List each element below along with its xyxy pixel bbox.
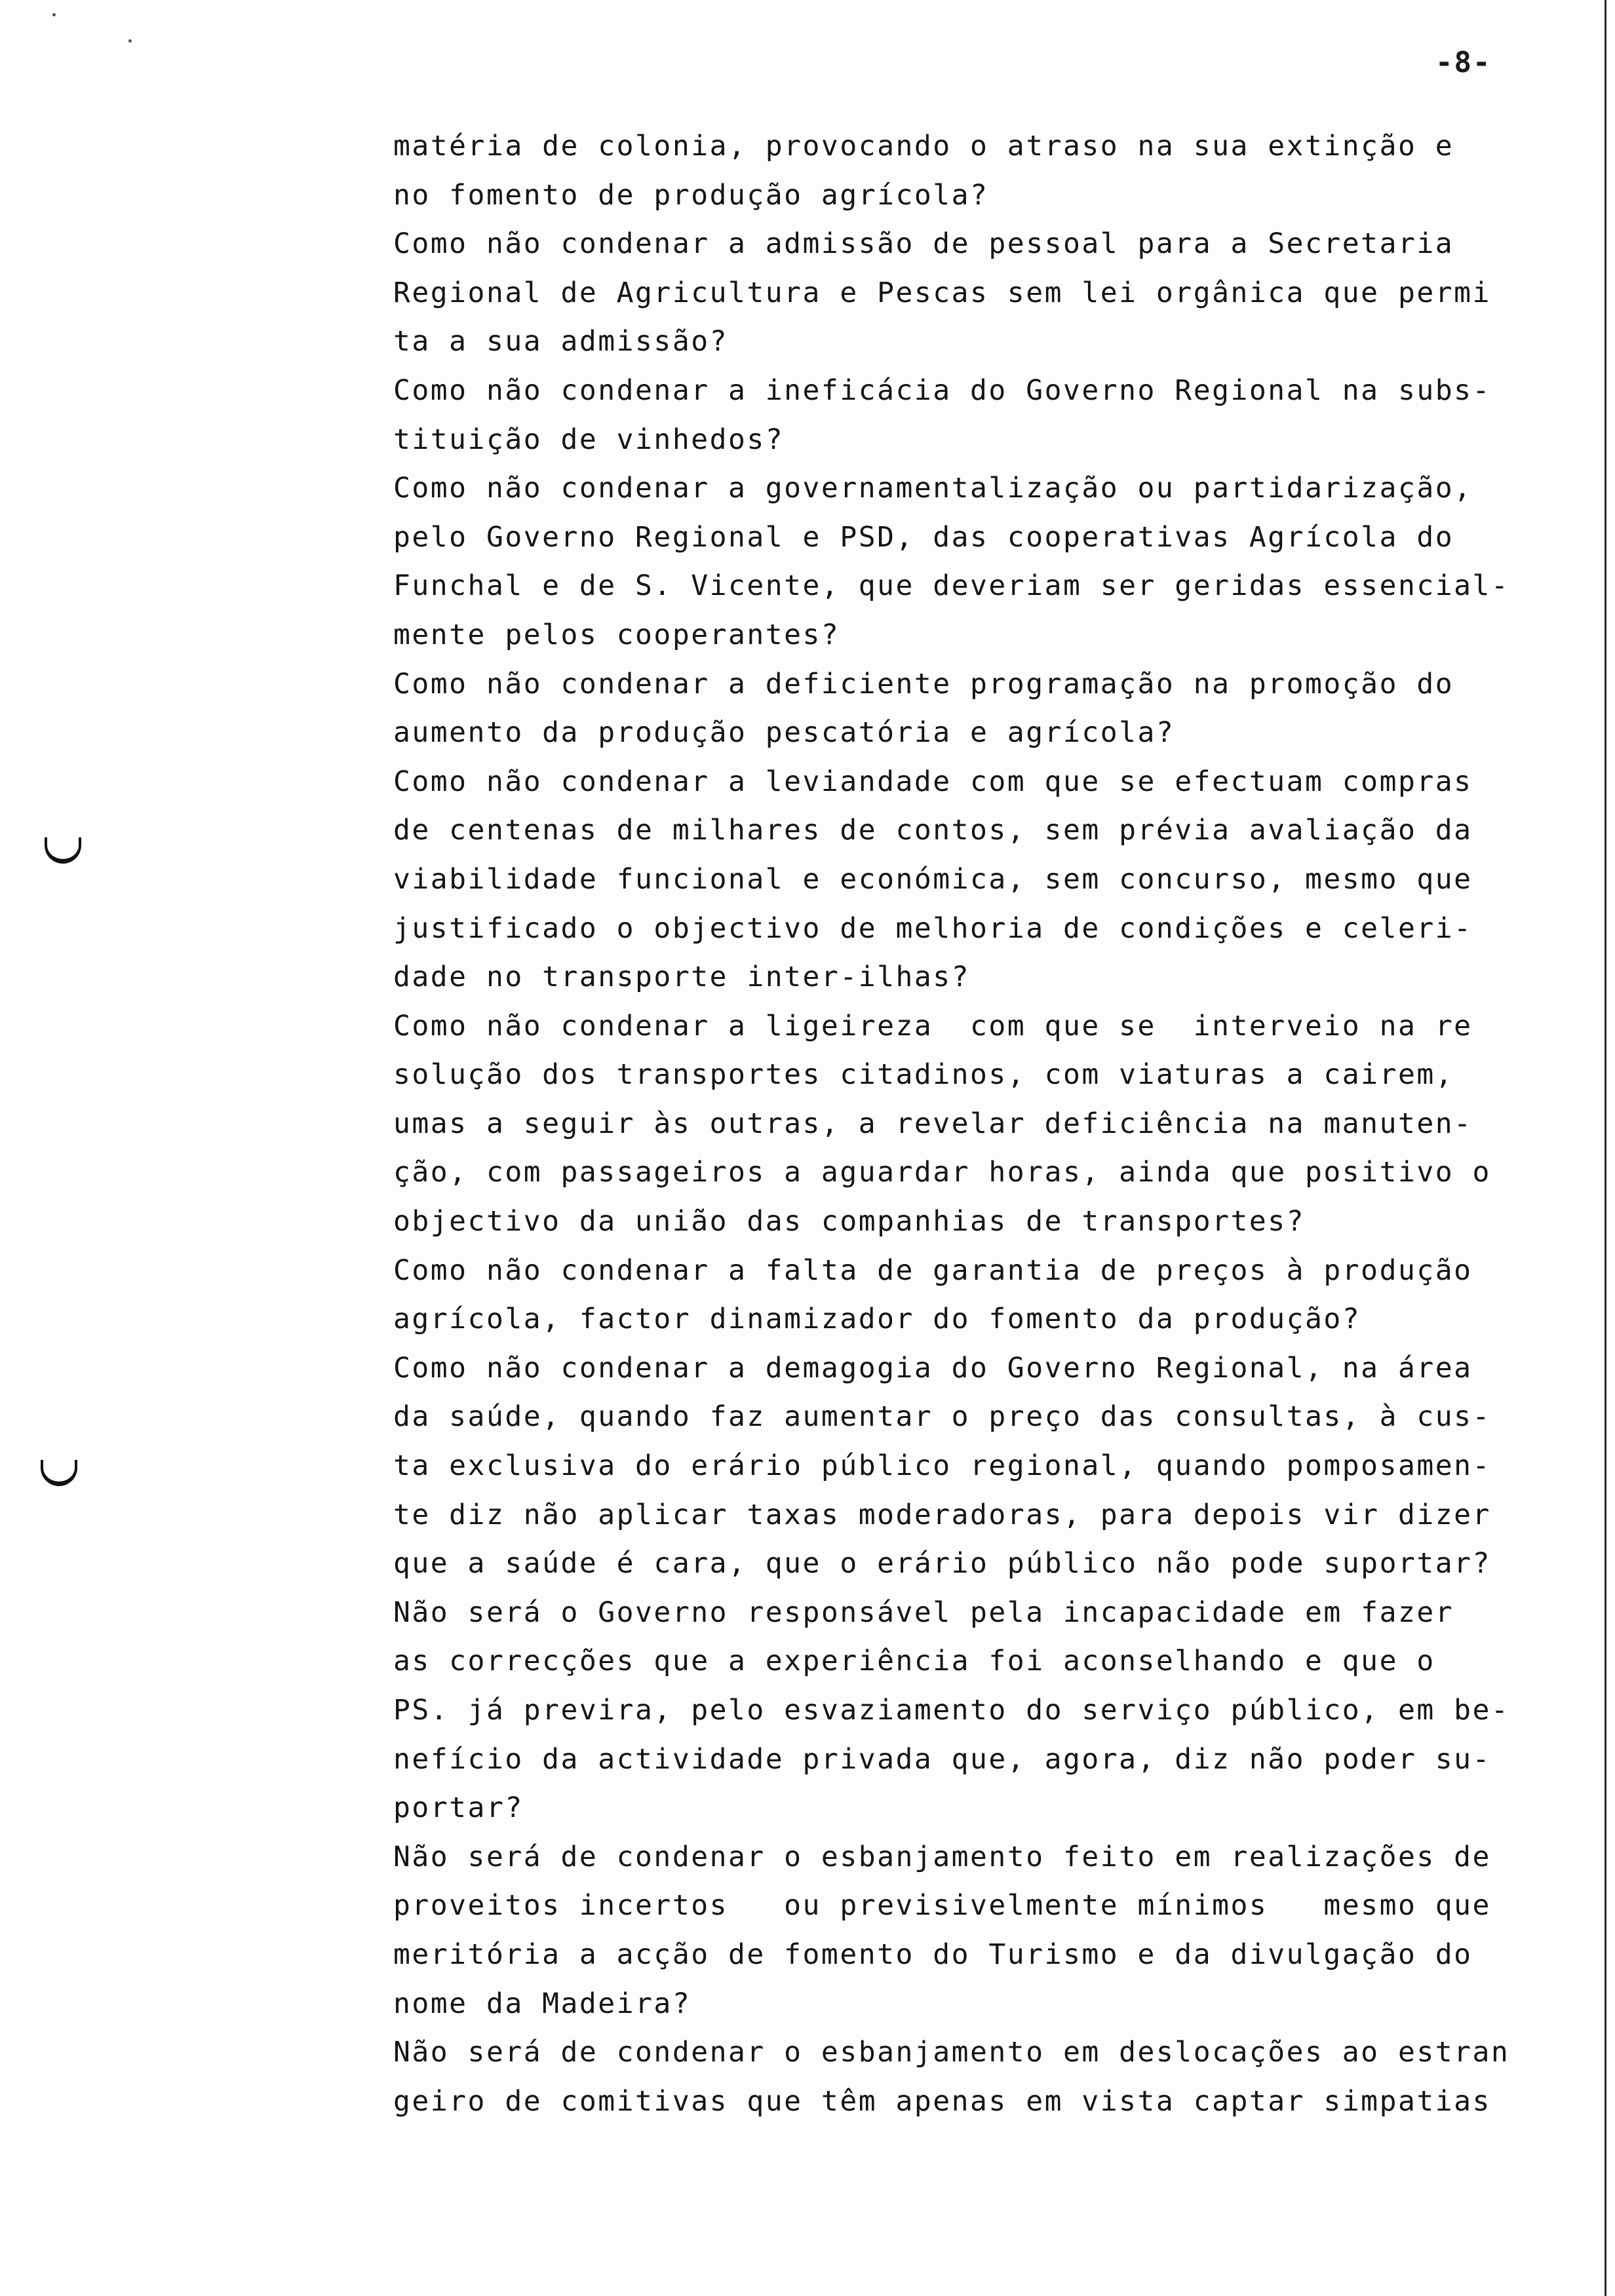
- text-line: Regional de Agricultura e Pescas sem lei orgânica que permi: [393, 276, 1491, 309]
- text-line: agrícola, factor dinamizador do fomento da produção?: [393, 1303, 1361, 1336]
- text-line: Como não condenar a governamentalização ou partidarização,: [393, 472, 1473, 505]
- text-line: geiro de comitivas que têm apenas em vista captar simpatias: [393, 2084, 1491, 2118]
- text-line: nome da Madeira?: [393, 1987, 691, 2020]
- text-line: as correcções que a experiência foi aconselhando e que o: [393, 1645, 1435, 1678]
- text-line: te diz não aplicar taxas moderadoras, para depois vir dizer: [393, 1498, 1491, 1531]
- text-line: Não será de condenar o esbanjamento feito em realizações de: [393, 1840, 1491, 1873]
- text-line: Como não condenar a ineficácia do Governo Regional na subs-: [393, 373, 1491, 407]
- text-line: viabilidade funcional e económica, sem concurso, mesmo que: [393, 862, 1473, 896]
- text-line: pelo Governo Regional e PSD, das cooperativas Agrícola do: [393, 520, 1454, 554]
- text-line: proveitos incertos ou previsivelmente mínimos mesmo que: [393, 1889, 1491, 1923]
- text-line: PS. já previra, pelo esvaziamento do serviço público, em be-: [393, 1694, 1510, 1727]
- text-line: ta a sua admissão?: [393, 325, 728, 358]
- text-line: objectivo da união das companhias de transportes?: [393, 1205, 1306, 1238]
- text-line: Como não condenar a ligeireza com que se interveio na re: [393, 1009, 1473, 1043]
- text-line: meritória a acção de fomento do Turismo e da divulgação do: [393, 1938, 1473, 1971]
- text-line: Como não condenar a falta de garantia de preços à produção: [393, 1253, 1473, 1287]
- text-line: solução dos transportes citadinos, com viaturas a cairem,: [393, 1058, 1454, 1092]
- text-line: Não será de condenar o esbanjamento em deslocações ao estran: [393, 2036, 1510, 2069]
- typed-body-text: [393, 122, 1573, 2126]
- text-line: Como não condenar a deficiente programação na promoção do: [393, 667, 1454, 700]
- punch-hole-mark: [41, 1460, 77, 1486]
- text-line: Funchal e de S. Vicente, que deveriam ser geridas essencial-: [393, 569, 1510, 603]
- text-line: Não será o Governo responsável pela incapacidade em fazer: [393, 1596, 1454, 1629]
- text-line: Como não condenar a leviandade com que se efectuam compras: [393, 765, 1473, 798]
- text-line: ção, com passageiros a aguardar horas, ainda que positivo o: [393, 1156, 1491, 1189]
- text-line: matéria de colonia, provocando o atraso na sua extinção e: [393, 130, 1454, 163]
- text-line: justificado o objectivo de melhoria de condições e celeri-: [393, 911, 1473, 945]
- text-line: ta exclusiva do erário público regional, quando pomposamen-: [393, 1449, 1491, 1483]
- text-line: no fomento de produção agrícola?: [393, 178, 989, 212]
- page-edge-line: [1605, 0, 1606, 2296]
- text-line: nefício da actividade privada que, agora, diz não poder su-: [393, 1742, 1491, 1776]
- page-number: -8-: [1435, 46, 1492, 79]
- text-line: tituição de vinhedos?: [393, 423, 785, 456]
- paper-speck: [52, 13, 56, 16]
- text-line: aumento da produção pescatória e agrícola?: [393, 716, 1175, 750]
- text-line: Como não condenar a admissão de pessoal para a Secretaria: [393, 227, 1454, 261]
- text-line: portar?: [393, 1791, 524, 1825]
- punch-hole-mark: [45, 837, 81, 864]
- text-line: umas a seguir às outras, a revelar deficiência na manuten-: [393, 1107, 1473, 1140]
- text-line: Como não condenar a demagogia do Governo Regional, na área: [393, 1351, 1473, 1385]
- text-line: de centenas de milhares de contos, sem prévia avaliação da: [393, 814, 1473, 847]
- text-line: que a saúde é cara, que o erário público não pode suportar?: [393, 1547, 1491, 1580]
- paper-speck: [128, 39, 132, 43]
- text-line: mente pelos cooperantes?: [393, 618, 840, 651]
- text-line: da saúde, quando faz aumentar o preço das consultas, à cus-: [393, 1400, 1491, 1434]
- text-line: dade no transporte inter-ilhas?: [393, 961, 971, 994]
